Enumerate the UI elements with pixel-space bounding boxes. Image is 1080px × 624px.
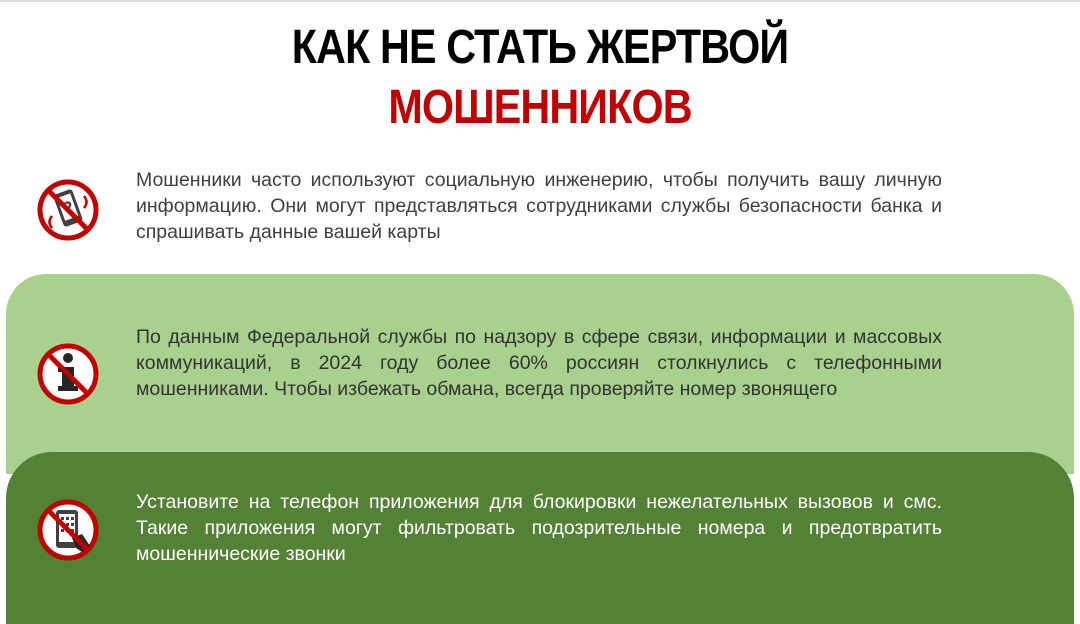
no-phone-keypad-icon [36,498,100,562]
title-line-1: КАК НЕ СТАТЬ ЖЕРТВОЙ [291,21,789,74]
block-1-text: Мошенники часто используют социальную инженерию, чтобы получить вашу личную информацию. Они могут представляться сотрудниками службы безопасности банка и спрашивать данные вашей карты [136,169,942,243]
no-phone-question-icon [36,178,100,242]
title-line-2: МОШЕННИКОВ [388,81,692,134]
block-3-text: Установите на телефон приложения для блокировки нежелательных вызовов и смс. Такие приложения могут фильтровать подозрительные номера и предотвратить мошеннические звонки [136,491,942,565]
block-2-text: По данным Федеральной службы по надзору в сфере связи, информации и массовых коммуникаций, в 2024 году более 60% россиян столкнулись с телефонными мошенниками. Чтобы избежать обмана, всегда проверяйте номер звонящего [136,326,942,400]
no-info-icon [36,342,100,406]
